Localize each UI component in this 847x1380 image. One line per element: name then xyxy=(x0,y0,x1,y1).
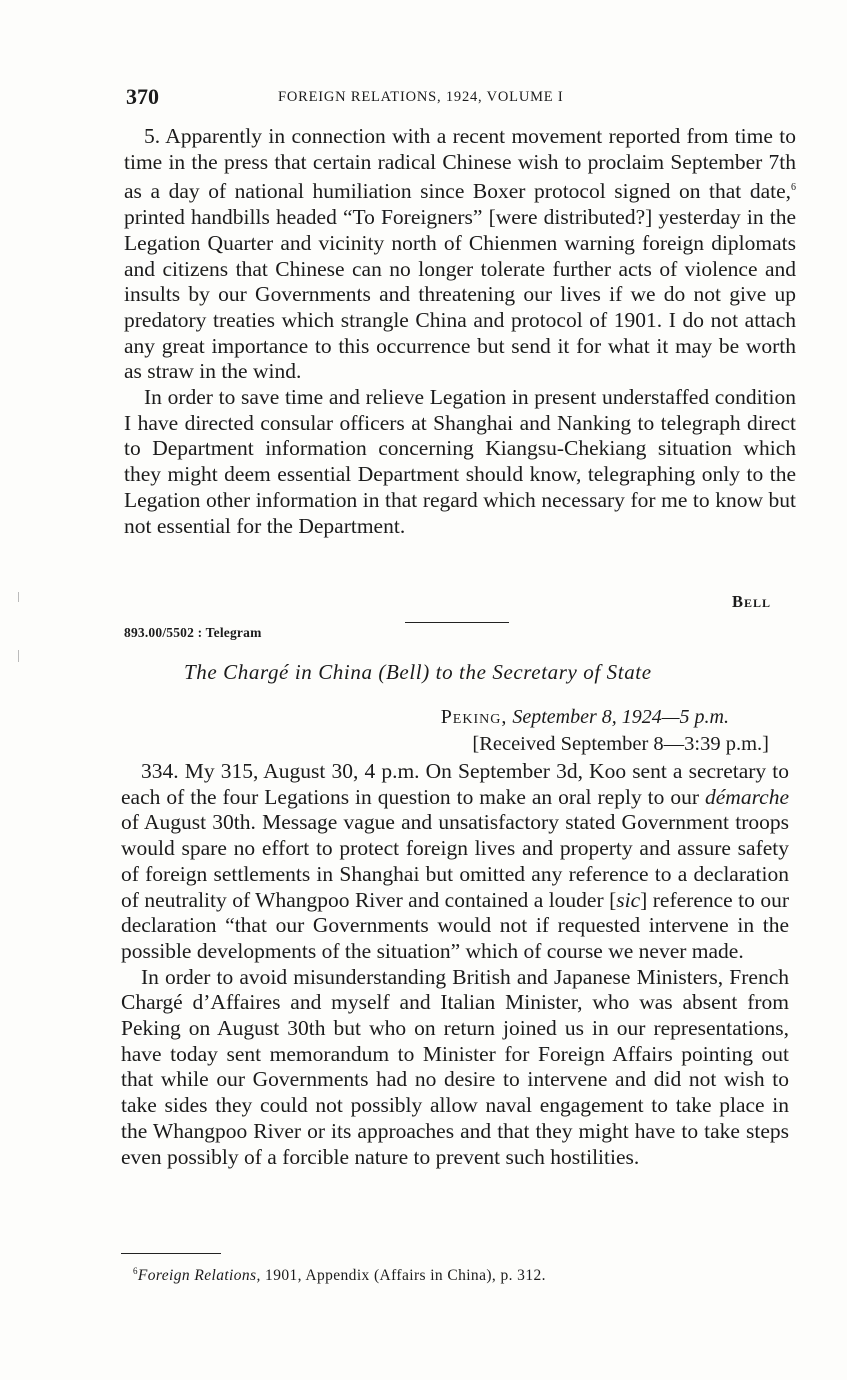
document-title: The Chargé in China (Bell) to the Secretary of State xyxy=(184,660,652,684)
paragraph-text: 334. My 315, August 30, 4 p.m. On September 3d, Koo sent a secretary to each of the four Legations in question to make an oral reply to our xyxy=(121,759,789,809)
paragraph-text: 5. Apparently in connection with a recent movement reported from time to time in the press that certain radical Chinese wish to proclaim September 7th as a day of national humiliation since Boxer protocol signed on that date, xyxy=(124,124,796,204)
paragraph-text: printed handbills headed “To Foreigners” [were distributed?] yesterday in the Legation Quarter and vicinity north of Chienmen warning foreign diplomats and citizens that Chinese can no longer tolerate further acts of violence and insults by our Governments and threatening our lives if we do not give up predatory treaties which strangle China and protocol of 1901. I do not attach any great importance to this occurrence but send it for what it may be worth as straw in the wind. xyxy=(124,205,796,384)
italic-sic: sic xyxy=(616,887,641,912)
footnote-source: Foreign Relations, xyxy=(137,1267,261,1284)
telegram-body xyxy=(121,759,789,1170)
footnote-number: 6 xyxy=(133,1266,138,1276)
page-number: 370 xyxy=(126,84,159,109)
paragraph-memorandum: In order to avoid misunderstanding British and Japanese Ministers, French Chargé d’Affaires and myself and Italian Minister, who was absent from Peking on August 30th but who on return joined us in our representations, have today sent memorandum to Minister for Foreign Affairs pointing out that while our Governments had no desire to intervene and did not wish to take sides they could not possibly allow naval engagement to take place in the Whangpoo River or its approaches and that they might have to take steps even possibly of a forcible nature to prevent such hostilities. xyxy=(121,964,789,1169)
paragraph-text: of August 30th. Message vague and unsatisfactory stated Government troops would spare no effort to protect foreign lives and property and assure safety of foreign settlements in Shanghai but omitted any reference to a declaration of neutrality of Whangpoo River and contained a louder [ xyxy=(121,810,789,912)
paragraph-334 xyxy=(121,759,789,965)
dateline-date: September 8, 1924—5 p.m. xyxy=(512,706,729,728)
footnote-reference: 6 xyxy=(791,182,796,194)
running-head xyxy=(124,84,794,114)
footnote xyxy=(133,1266,546,1285)
received-line: [Received September 8—3:39 p.m.] xyxy=(472,733,769,755)
italic-demarche: démarche xyxy=(705,784,789,809)
paragraph-text: ] reference to our declaration “that our Governments would not if requested intervene in the possible developments of the situation” which of course we never made. xyxy=(121,887,789,963)
footnote-text: 1901, Appendix (Affairs in China), p. 312. xyxy=(260,1267,546,1284)
paragraph-5 xyxy=(124,124,796,385)
running-title: FOREIGN RELATIONS, 1924, VOLUME I xyxy=(278,89,564,105)
dateline-place: Peking, xyxy=(440,706,508,728)
margin-mark xyxy=(18,592,19,602)
margin-mark xyxy=(18,650,19,662)
telegram-continuation xyxy=(124,124,796,539)
file-reference: 893.00/5502 : Telegram xyxy=(124,625,262,640)
section-divider xyxy=(405,622,509,623)
dateline xyxy=(441,706,729,729)
signature: Bell xyxy=(731,592,771,611)
footnote-rule xyxy=(121,1253,221,1254)
paragraph-legation: In order to save time and relieve Legation in present understaffed condition I have directed consular officers at Shanghai and Nanking to telegraph direct to Department information concerning Kiangsu-Chekiang situation which they might deem essential Department should know, telegraphing only to the Legation other information in that regard which necessary for me to know but not essential for the Department. xyxy=(124,385,796,538)
